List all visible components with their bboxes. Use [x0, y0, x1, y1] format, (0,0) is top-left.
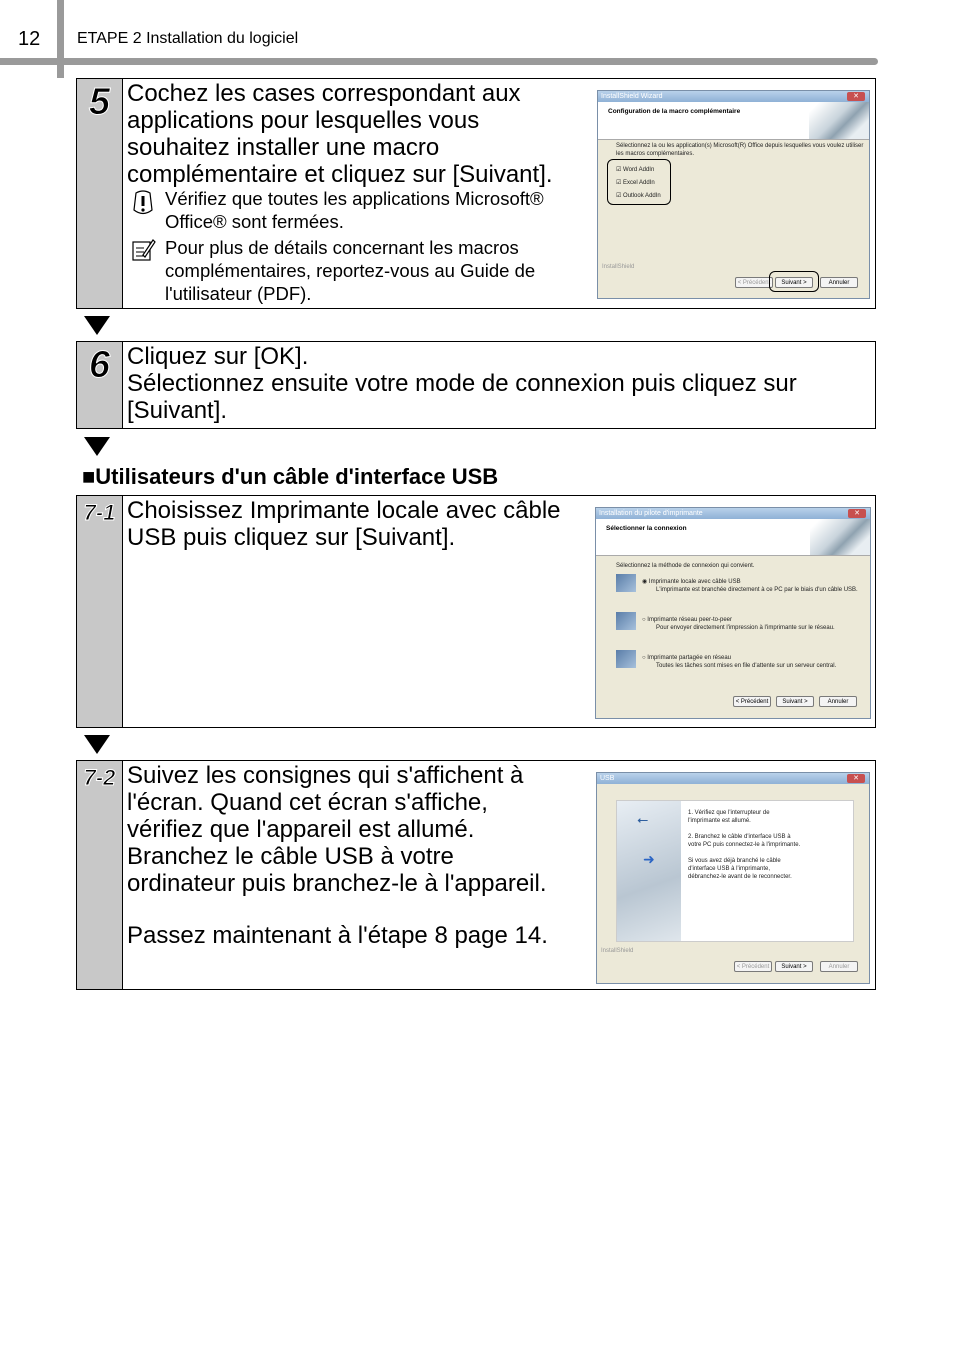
window-banner — [598, 102, 869, 140]
instruction-line: l'imprimante est allumé. — [688, 818, 751, 824]
header-title: ETAPE 2 Installation du logiciel — [77, 30, 299, 47]
option-usb[interactable]: ◉ Imprimante locale avec câble USB — [642, 579, 741, 585]
close-icon: ✕ — [848, 509, 866, 518]
close-icon: ✕ — [847, 92, 865, 101]
window-title: Installation du pilote d'imprimante — [599, 510, 703, 517]
down-arrow-icon — [84, 437, 110, 456]
step-7-2-text — [127, 762, 547, 897]
back-button[interactable]: < Précédent — [733, 696, 771, 707]
close-icon: ✕ — [847, 774, 865, 783]
checkbox-highlight — [607, 159, 671, 205]
text-line: vérifiez que l'appareil est allumé. — [127, 816, 475, 843]
step-number-cell — [77, 496, 123, 727]
plug-arrow-icon: ➜ — [643, 851, 655, 867]
option-label: Imprimante réseau peer-to-peer — [647, 617, 733, 623]
step-5-text — [127, 80, 553, 188]
back-button[interactable]: < Précédent — [735, 277, 773, 288]
warning-note — [165, 187, 544, 233]
checkbox-label: Excel AddIn — [623, 180, 655, 186]
step-number: 7-2 — [83, 765, 116, 790]
checkbox-item[interactable]: ☑ Outlook AddIn — [616, 193, 661, 199]
window-instruction: Sélectionnez la méthode de connexion qui convient. — [616, 563, 755, 569]
note-line: Vérifiez que toutes les applications Microsoft® — [165, 188, 544, 209]
instruction-line: les macros complémentaires. — [616, 151, 695, 157]
usb-symbol-icon: ⭠ — [637, 811, 649, 827]
step-number: 6 — [88, 344, 111, 386]
next-button[interactable]: Suivant > — [775, 961, 813, 972]
usb-printer-icon — [616, 574, 636, 592]
window-heading: Sélectionner la connexion — [606, 525, 687, 532]
text-line: Cochez les cases correspondant aux — [127, 80, 521, 107]
step-6-text — [127, 343, 797, 424]
warning-icon — [130, 190, 156, 216]
window-title: USB — [600, 775, 615, 782]
cancel-button[interactable]: Annuler — [820, 277, 858, 288]
text-line: l'écran. Quand cet écran s'affiche, — [127, 789, 488, 816]
text-line: complémentaire et cliquez sur [Suivant]. — [127, 161, 553, 188]
text-line: Sélectionnez ensuite votre mode de connexion puis cliquez sur — [127, 370, 797, 397]
instruction-line: Sélectionnez la ou les application(s) Microsoft(R) Office depuis lesquelles vous voulez utiliser — [616, 143, 864, 149]
step-number: 5 — [88, 81, 111, 123]
option-desc: Toutes les tâches sont mises en file d'attente sur un serveur central. — [656, 663, 837, 669]
option-shared[interactable]: ○ Imprimante partagée en réseau — [642, 655, 732, 661]
window-instructions — [616, 142, 863, 158]
instruction-line: débranchez-le avant de le reconnecter. — [688, 874, 792, 880]
header-horizontal-bar — [0, 58, 878, 65]
option-desc: Pour envoyer directement l'impression à l'imprimante sur le réseau. — [656, 625, 835, 631]
window-title: InstallShield Wizard — [601, 93, 663, 100]
usb-screenshot — [596, 772, 870, 984]
instruction-line: d'interface USB à l'imprimante, — [688, 866, 770, 872]
checkbox-item[interactable]: ☑ Excel AddIn — [616, 180, 655, 186]
step-number-cell — [77, 79, 123, 308]
banner-graphic — [809, 102, 869, 139]
window-footer: InstallShield — [602, 264, 635, 270]
cancel-button[interactable]: Annuler — [819, 696, 857, 707]
note-line: l'utilisateur (PDF). — [165, 283, 312, 304]
usb-section-heading: ■Utilisateurs d'un câble d'interface USB — [82, 464, 499, 489]
window-heading: Configuration de la macro complémentaire — [608, 108, 741, 115]
next-button[interactable]: Suivant > — [776, 696, 814, 707]
memo-pencil-icon — [130, 237, 156, 263]
checkbox-label: Outlook AddIn — [623, 193, 661, 199]
connection-screenshot — [595, 507, 871, 719]
step-5-box — [76, 78, 876, 309]
network-printer-icon — [616, 612, 636, 630]
text-line: ordinateur puis branchez-le à l'appareil. — [127, 870, 547, 897]
option-desc: L'imprimante est branchée directement à ce PC par le biais d'un câble USB. — [656, 587, 858, 593]
option-network[interactable]: ○ Imprimante réseau peer-to-peer — [642, 617, 733, 623]
step-number: 7-1 — [83, 500, 116, 525]
text-line: souhaitez installer une macro — [127, 134, 440, 161]
note-line: Pour plus de détails concernant les macros — [165, 237, 519, 258]
cancel-button[interactable]: Annuler — [820, 961, 858, 972]
instruction-panel — [616, 800, 854, 942]
checkbox-item[interactable]: ☑ Word AddIn — [616, 167, 655, 173]
text-line: USB puis cliquez sur [Suivant]. — [127, 524, 456, 551]
down-arrow-icon — [84, 316, 110, 335]
window-titlebar — [596, 508, 870, 519]
text-line: Suivez les consignes qui s'affichent à — [127, 762, 524, 789]
instruction-line: Si vous avez déjà branché le câble — [688, 858, 781, 864]
step-7-1-box — [76, 495, 876, 728]
step-number-cell — [77, 761, 123, 989]
step-6-box — [76, 341, 876, 429]
text-line: Choisissez Imprimante locale avec câble — [127, 497, 561, 524]
instruction-line: 1. Vérifiez que l'interrupteur de — [688, 810, 770, 816]
text-line: [Suivant]. — [127, 397, 228, 424]
down-arrow-icon — [84, 735, 110, 754]
usb-cable-image — [617, 801, 681, 941]
note-line: Office® sont fermées. — [165, 211, 344, 232]
step-7-2-box — [76, 760, 876, 990]
note-line: complémentaires, reportez-vous au Guide de — [165, 260, 536, 281]
back-button[interactable]: < Précédent — [734, 961, 772, 972]
window-banner — [596, 519, 870, 556]
step-7-1-text — [127, 497, 561, 551]
next-button[interactable]: Suivant > — [775, 277, 813, 288]
text-line: applications pour lesquelles vous — [127, 107, 480, 134]
window-footer: InstallShield — [601, 948, 634, 954]
next-step-text: Passez maintenant à l'étape 8 page 14. — [127, 922, 548, 949]
option-label: Imprimante partagée en réseau — [647, 655, 732, 661]
text-line: Cliquez sur [OK]. — [127, 343, 309, 370]
shared-printer-icon — [616, 650, 636, 668]
text-line: Branchez le câble USB à votre — [127, 843, 454, 870]
installshield-screenshot — [597, 90, 870, 299]
instruction-line — [688, 849, 800, 857]
usb-instructions — [688, 809, 800, 881]
option-label: Imprimante locale avec câble USB — [648, 579, 741, 585]
instruction-line: 2. Branchez le câble d'interface USB à — [688, 834, 791, 840]
header-vertical-bar — [57, 0, 64, 78]
window-titlebar — [597, 773, 869, 784]
info-note — [165, 236, 535, 305]
next-button-highlight — [769, 271, 819, 292]
page-number: 12 — [18, 28, 41, 50]
step-number-cell — [77, 342, 123, 428]
banner-graphic — [810, 519, 870, 555]
instruction-line: votre PC puis connectez-le à l'imprimante. — [688, 842, 801, 848]
instruction-line — [688, 825, 800, 833]
checkbox-label: Word AddIn — [623, 167, 655, 173]
window-titlebar — [598, 91, 869, 102]
